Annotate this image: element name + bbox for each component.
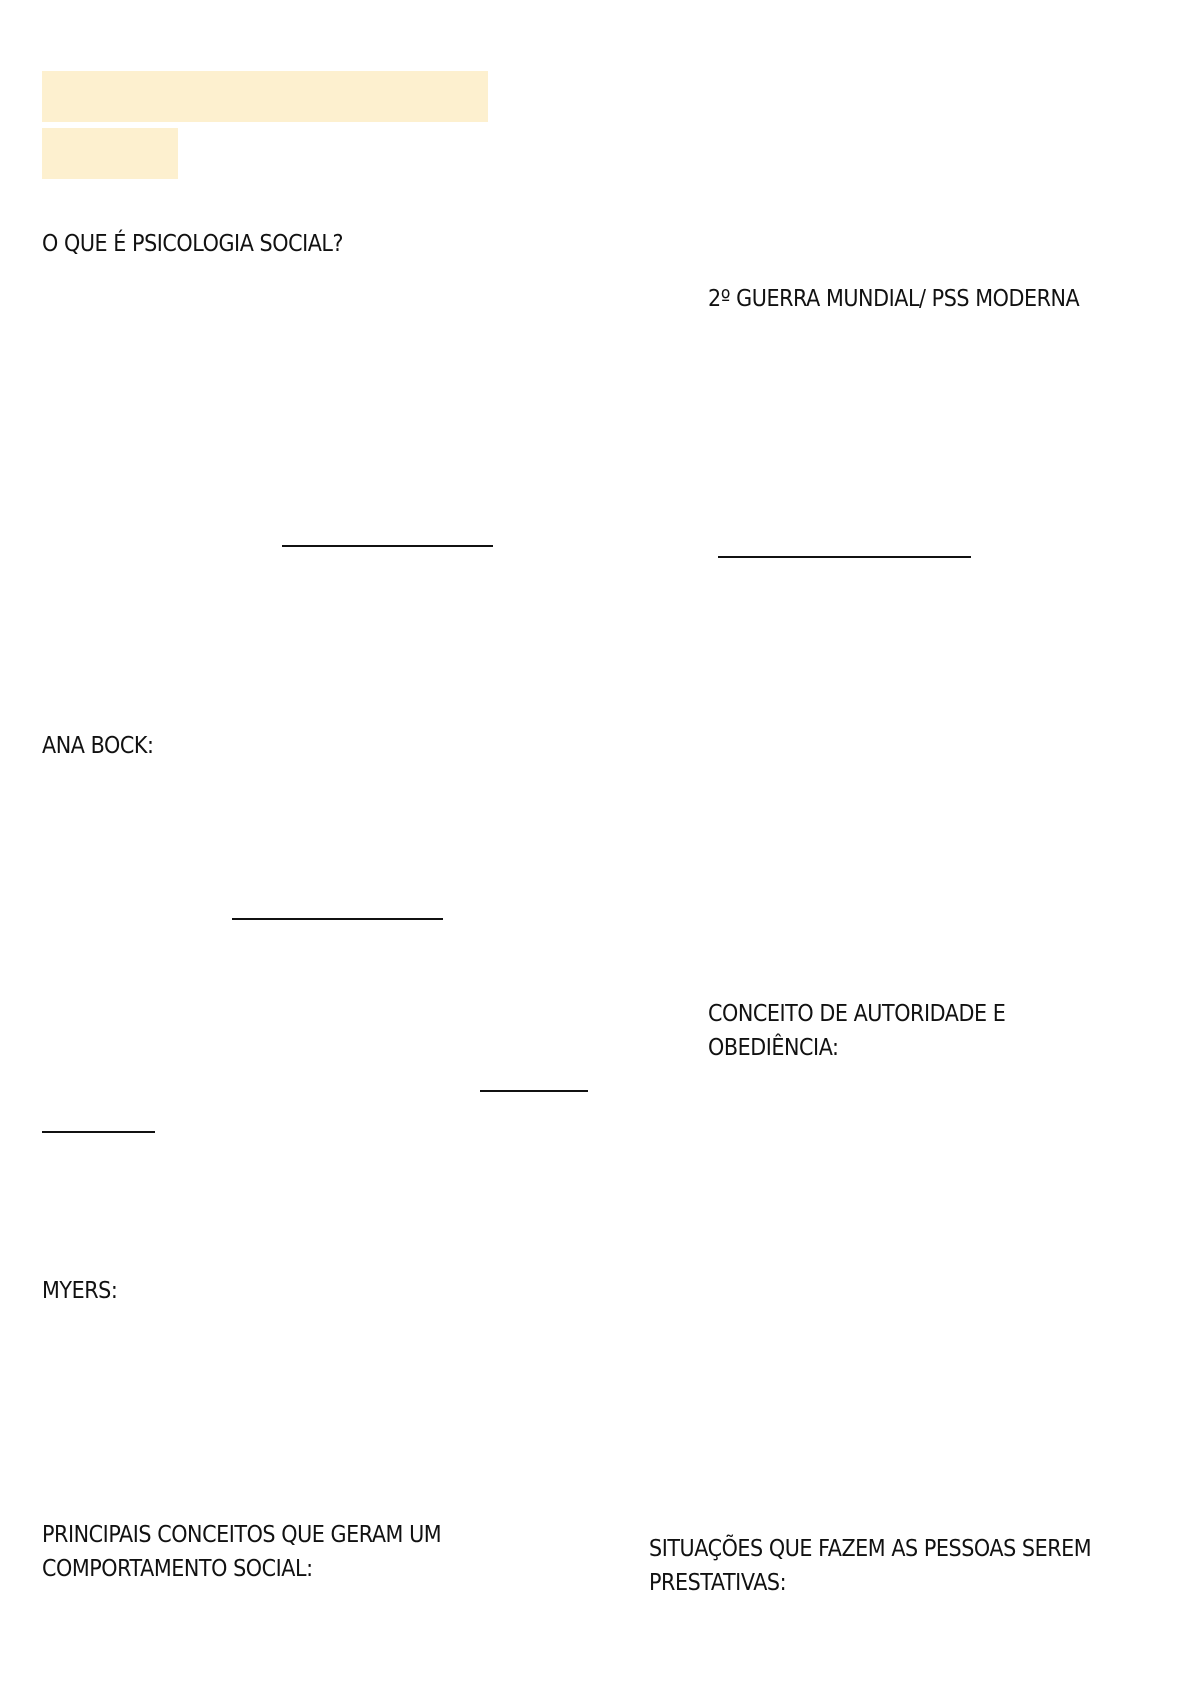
heading-helpful-situations: SITUAÇÕES QUE FAZEM AS PESSOAS SEREM PRESTATIVAS:	[649, 1536, 1092, 1596]
heading-ww2-modern-pss: 2º GUERRA MUNDIAL/ PSS MODERNA	[708, 286, 1080, 312]
heading-ana-bock: ANA BOCK:	[42, 733, 154, 759]
subtitle-highlight-bar	[42, 128, 178, 179]
blank-line	[718, 556, 971, 558]
heading-what-is-social-psychology: O QUE É PSICOLOGIA SOCIAL?	[42, 231, 344, 257]
heading-main-concepts: PRINCIPAIS CONCEITOS QUE GERAM UM COMPORTAMENTO SOCIAL:	[42, 1522, 442, 1582]
blank-line	[282, 545, 493, 547]
heading-myers: MYERS:	[42, 1278, 118, 1304]
heading-authority-obedience: CONCEITO DE AUTORIDADE E OBEDIÊNCIA:	[708, 1001, 1006, 1061]
blank-line	[480, 1090, 588, 1092]
blank-line	[42, 1131, 155, 1133]
blank-line	[232, 918, 443, 920]
title-highlight-bar	[42, 71, 488, 122]
